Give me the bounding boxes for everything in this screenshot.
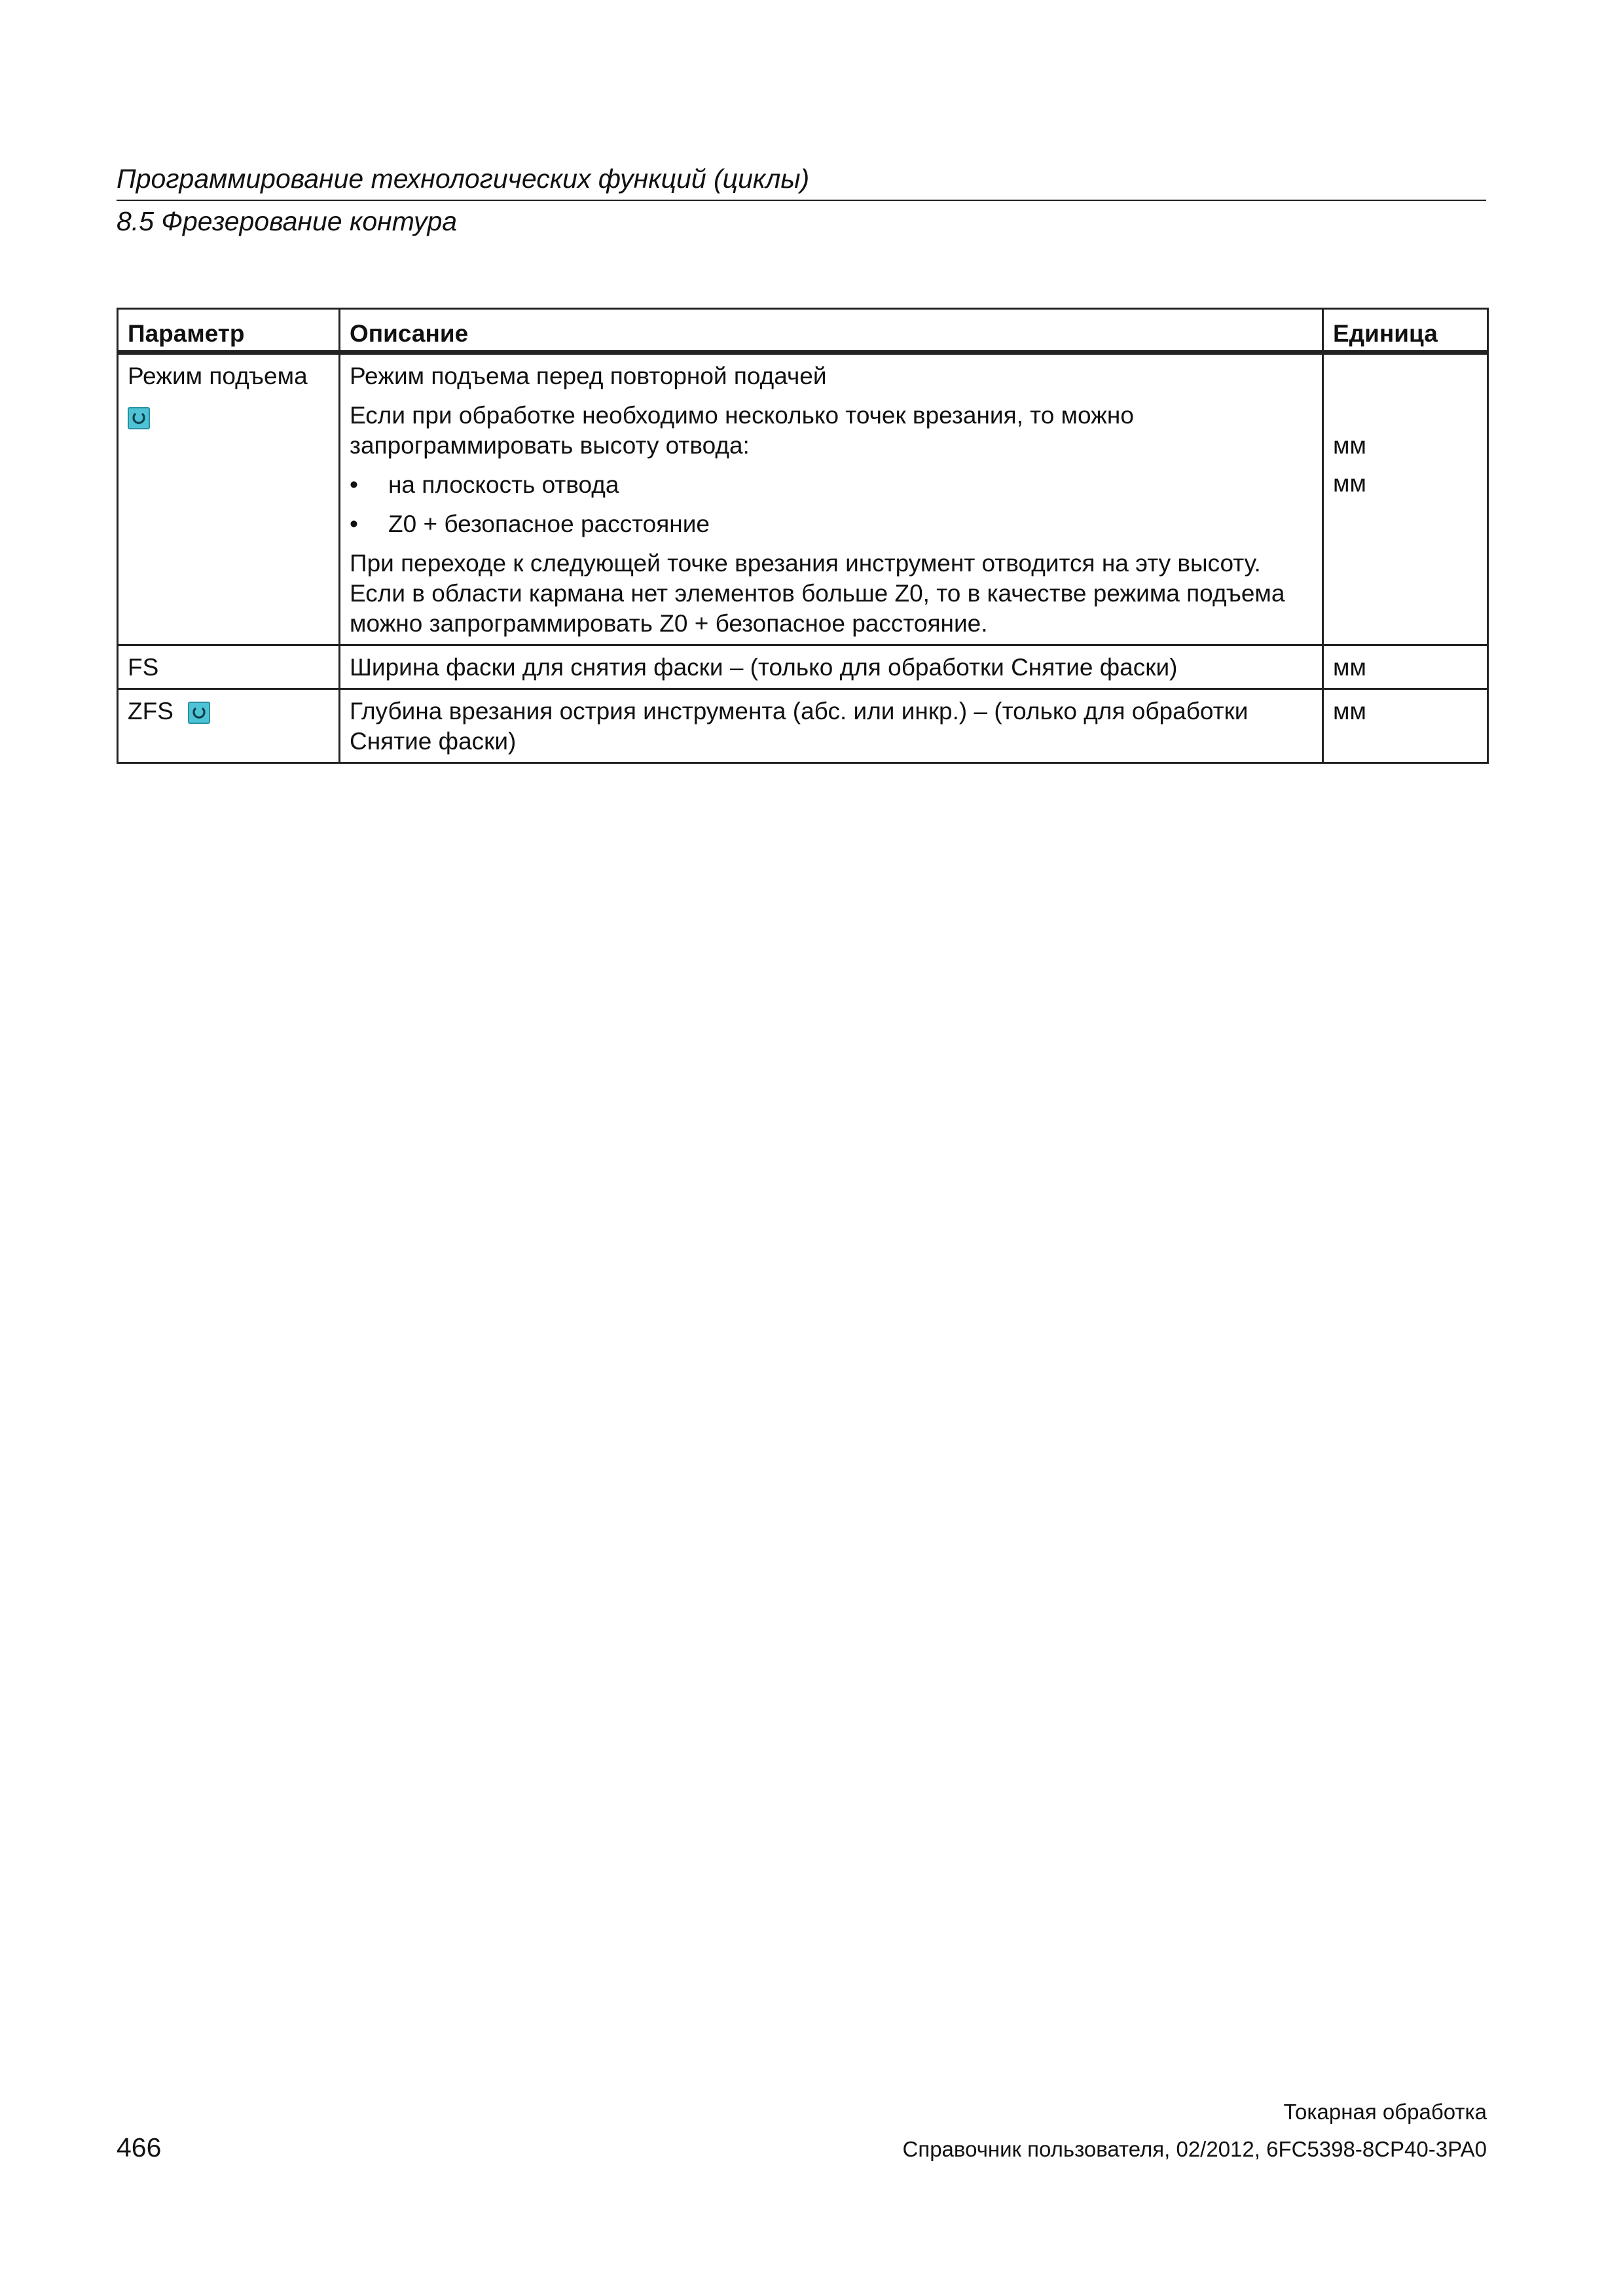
column-header-description: Описание <box>340 309 1323 353</box>
param-name: Режим подъема <box>128 363 308 389</box>
bullet-item <box>350 470 1313 500</box>
param-cell <box>118 353 340 645</box>
section-title: 8.5 Фрезерование контура <box>117 206 458 236</box>
footer-reference: Справочник пользователя, 02/2012, 6FC5398-8CP40-3PA0 <box>902 2137 1487 2161</box>
column-header-unit: Единица <box>1323 309 1488 353</box>
description-line: При переходе к следующей точке врезания инструмент отводится на эту высоту. Если в области кармана нет элементов больше Z0, то в качестве режима подъема можно запрограммировать Z0 + безопасное расстояние. <box>350 550 1285 637</box>
description-line: Если при обработке необходимо несколько точек врезания, то можно запрограммировать высоту отвода: <box>350 402 1134 459</box>
table-row <box>118 353 1488 645</box>
bullet-icon: • <box>350 471 358 498</box>
param-cell: FS <box>118 645 340 689</box>
toggle-icon <box>128 407 150 429</box>
description-cell <box>340 353 1323 645</box>
param-name: ZFS <box>128 698 173 725</box>
param-cell <box>118 689 340 763</box>
unit-cell: мм <box>1323 645 1488 689</box>
page-number: 466 <box>117 2132 162 2162</box>
unit-cell <box>1323 353 1488 645</box>
description-cell: Глубина врезания острия инструмента (абс. или инкр.) – (только для обработки Снятие фаски) <box>340 689 1323 763</box>
bullet-icon: • <box>350 511 358 537</box>
bullet-item <box>350 509 1313 539</box>
bullet-text: на плоскость отвода <box>388 471 619 498</box>
column-header-parameter: Параметр <box>118 309 340 353</box>
toggle-icon <box>188 702 210 724</box>
parameter-table <box>117 308 1489 764</box>
chapter-title: Программирование технологических функций (циклы) <box>117 164 810 194</box>
unit-cell: мм <box>1323 689 1488 763</box>
unit-value: мм <box>1333 432 1366 459</box>
footer-product: Токарная обработка <box>1283 2100 1487 2124</box>
table-row <box>118 689 1488 763</box>
header-rule <box>117 200 1486 201</box>
description-cell: Ширина фаски для снятия фаски – (только для обработки Снятие фаски) <box>340 645 1323 689</box>
unit-value: мм <box>1333 470 1366 497</box>
bullet-text: Z0 + безопасное расстояние <box>388 511 710 537</box>
table-row <box>118 645 1488 689</box>
table-header-row <box>118 309 1488 353</box>
description-line: Режим подъема перед повторной подачей <box>350 363 827 389</box>
